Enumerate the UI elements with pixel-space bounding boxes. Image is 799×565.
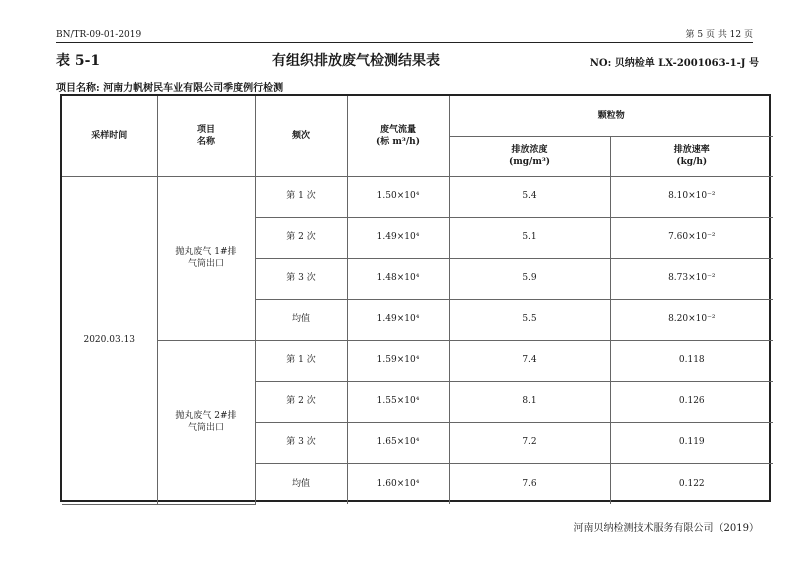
- cell-rate: 8.73×10⁻²: [610, 258, 773, 299]
- cell-frequency: 第 1 次: [255, 340, 347, 381]
- cell-concentration: 8.1: [449, 381, 610, 422]
- cell-flow: 1.48×10⁴: [347, 258, 449, 299]
- report-number-value: LX-2001063-1-J 号: [658, 58, 759, 69]
- report-number: [590, 54, 759, 69]
- cell-rate: 0.118: [610, 340, 773, 381]
- header-flow-line1: 废气流量: [379, 124, 416, 135]
- report-number-label: NO: 贝纳检单: [589, 58, 655, 69]
- cell-flow: 1.50×10⁴: [347, 176, 449, 217]
- cell-flow: 1.49×10⁴: [347, 217, 449, 258]
- cell-frequency: 第 3 次: [255, 422, 347, 463]
- table-title: 有组织排放废气检测结果表: [272, 53, 440, 69]
- outlet-name-line1: 抛丸废气 2#排: [175, 410, 237, 421]
- outlet-name-line1: 抛丸废气 1#排: [175, 246, 237, 257]
- cell-frequency: 第 3 次: [255, 258, 347, 299]
- cell-concentration: 7.2: [449, 422, 610, 463]
- results-table: [62, 96, 773, 505]
- header-item-line2: 名称: [196, 136, 215, 147]
- header-rate-line2: (kg/h): [676, 157, 708, 167]
- header-rate: [610, 136, 773, 176]
- footer-company: 河南贝纳检测技术服务有限公司（2019）: [573, 523, 759, 534]
- project-label: 项目名称:: [56, 83, 100, 94]
- cell-flow: 1.60×10⁴: [347, 463, 449, 504]
- project-name: 河南力帆树民车业有限公司季度例行检测: [103, 83, 284, 94]
- cell-flow: 1.59×10⁴: [347, 340, 449, 381]
- project-line: [56, 79, 283, 94]
- header-flow-line2: (标 m³/h): [376, 136, 420, 147]
- cell-frequency: 第 1 次: [255, 176, 347, 217]
- outlet-name: [157, 340, 255, 504]
- table-row: [62, 176, 773, 217]
- cell-flow: 1.65×10⁴: [347, 422, 449, 463]
- header-rate-line1: 排放速率: [673, 144, 710, 155]
- cell-concentration: 7.4: [449, 340, 610, 381]
- cell-frequency: 第 2 次: [255, 381, 347, 422]
- cell-rate: 8.10×10⁻²: [610, 176, 773, 217]
- results-table-frame: [60, 94, 771, 502]
- header-divider: [56, 42, 753, 43]
- outlet-name: [157, 176, 255, 340]
- header-concentration: [449, 136, 610, 176]
- cell-rate: 7.60×10⁻²: [610, 217, 773, 258]
- cell-rate: 0.122: [610, 463, 773, 504]
- cell-concentration: 5.9: [449, 258, 610, 299]
- header-item-name: [157, 96, 255, 176]
- cell-frequency: 均值: [255, 299, 347, 340]
- cell-frequency: 第 2 次: [255, 217, 347, 258]
- header-sampling-time: 采样时间: [62, 96, 157, 176]
- header-gas-flow: [347, 96, 449, 176]
- cell-concentration: 5.5: [449, 299, 610, 340]
- cell-flow: 1.49×10⁴: [347, 299, 449, 340]
- header-row-1: [62, 96, 773, 136]
- page-indicator: 第 5 页 共 12 页: [685, 30, 753, 40]
- header-conc-line1: 排放浓度: [511, 144, 548, 155]
- header-particulate: 颗粒物: [449, 96, 773, 136]
- cell-rate: 0.126: [610, 381, 773, 422]
- table-row: [62, 340, 773, 381]
- cell-concentration: 5.1: [449, 217, 610, 258]
- cell-concentration: 5.4: [449, 176, 610, 217]
- header-conc-line2: (mg/m³): [508, 157, 551, 167]
- cell-frequency: 均值: [255, 463, 347, 504]
- outlet-name-line2: 气筒出口: [187, 259, 224, 269]
- cell-rate: 8.20×10⁻²: [610, 299, 773, 340]
- sampling-date: 2020.03.13: [62, 176, 157, 504]
- cell-concentration: 7.6: [449, 463, 610, 504]
- cell-flow: 1.55×10⁴: [347, 381, 449, 422]
- outlet-name-line2: 气筒出口: [187, 423, 224, 433]
- header-frequency: 频次: [255, 96, 347, 176]
- header-item-line1: 项目: [196, 124, 215, 135]
- document-code: BN/TR-09-01-2019: [56, 30, 142, 40]
- cell-rate: 0.119: [610, 422, 773, 463]
- table-number: 表 5-1: [56, 53, 101, 69]
